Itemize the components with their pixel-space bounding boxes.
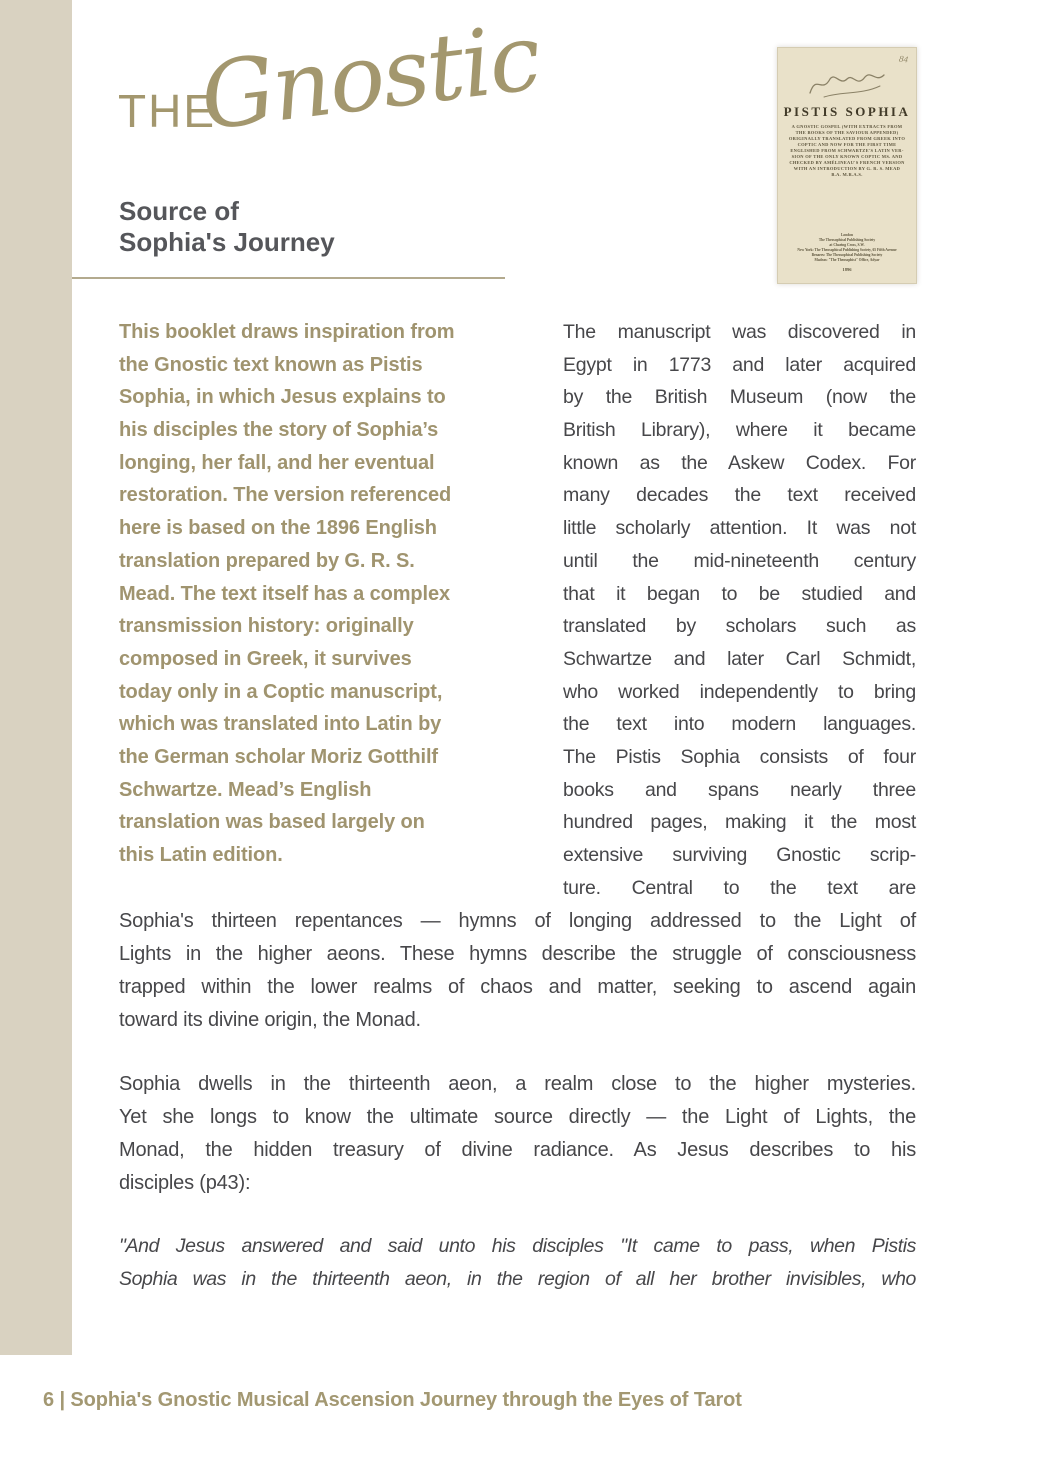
paragraph-thirteenth-aeon — [119, 1068, 916, 1200]
cover-title: PISTIS SOPHIA — [783, 104, 911, 119]
text-line: Monad, the hidden treasury of divine radiance. As Jesus describes to his — [119, 1139, 916, 1161]
text-line: Sophia was in the thirteenth aeon, in the region of all her brother invisibles, who — [119, 1268, 916, 1290]
text-line: translated by scholars such as — [563, 615, 916, 638]
text-line: Benares: The Theosophical Publishing Society — [811, 253, 883, 257]
text-line: little scholarly attention. It was not — [563, 517, 916, 540]
text-line: The Pistis Sophia consists of four — [563, 745, 916, 768]
text-line: that it began to be studied and — [563, 582, 916, 605]
text-line: A GNOSTIC GOSPEL (WITH EXTRACTS FROM — [791, 124, 903, 129]
text-line: Sophia dwells in the thirteenth aeon, a realm close to the higher mysteries. — [119, 1073, 916, 1095]
text-line: the text into modern languages. — [563, 713, 916, 736]
text-line: The manuscript was discovered in — [563, 321, 916, 343]
text-line: composed in Greek, it survives — [119, 647, 412, 670]
page-footer: 6 | Sophia's Gnostic Musical Ascension Journey through the Eyes of Tarot — [43, 1389, 742, 1411]
text-line: extensive surviving Gnostic scrip- — [563, 844, 916, 866]
text-line: THE BOOKS OF THE SAVIOUR APPENDED) — [795, 130, 899, 135]
text-line: B.A. M.R.A.S. — [831, 172, 863, 177]
text-line: trapped within the lower realms of chaos and matter, seeking to ascend again — [119, 976, 916, 998]
text-line: longing, her fall, and her eventual — [119, 451, 435, 474]
text-line: known as the Askew Codex. For — [563, 451, 916, 474]
text-line: here is based on the 1896 English — [119, 517, 437, 540]
handwritten-signature-icon — [806, 66, 888, 100]
text-line: Mead. The text itself has a complex — [119, 582, 451, 605]
text-line: transmission history: originally — [119, 615, 414, 638]
text-line: Sophia's thirteen repentances — hymns of longing addressed to the Light of — [119, 910, 916, 932]
text-line: London — [841, 233, 853, 237]
text-line: The Theosophical Publishing Society — [818, 238, 876, 242]
page-title-the: THE — [118, 85, 216, 137]
text-line: Schwartze and later Carl Schmidt, — [563, 647, 916, 670]
text-line: Lights in the higher aeons. These hymns describe the struggle of consciousness — [119, 943, 916, 965]
subtitle-line-1: Source of — [119, 196, 239, 226]
text-line: translation was based largely on — [119, 811, 425, 834]
text-line: which was translated into Latin by — [119, 713, 442, 736]
text-line: by the British Museum (now the — [563, 386, 916, 409]
text-line: books and spans nearly three — [563, 778, 916, 801]
text-line: translation prepared by G. R. S. — [119, 549, 415, 572]
text-line: the German scholar Moriz Gotthilf — [119, 745, 438, 768]
text-line: this Latin edition. — [119, 844, 283, 866]
text-line: CHECKED BY AMÉLINEAU'S FRENCH VERSION — [789, 160, 905, 165]
cover-year: 1896 — [842, 267, 852, 272]
jesus-quote — [119, 1230, 916, 1296]
text-line: his disciples the story of Sophia’s — [119, 419, 439, 442]
text-line: British Library), where it became — [563, 419, 916, 442]
text-line: who worked independently to bring — [563, 680, 916, 703]
subtitle-line-2: Sophia's Journey — [119, 227, 335, 257]
text-line: until the mid-nineteenth century — [563, 549, 916, 572]
manuscript-column — [563, 316, 916, 904]
intro-column — [119, 316, 500, 904]
page-subtitle — [119, 196, 335, 258]
left-margin-strip — [0, 0, 72, 1355]
text-line: Madras: "The Theosophist" Office, Adyar — [814, 258, 880, 262]
cover-handwritten-number: 84 — [898, 53, 909, 65]
paragraph-repentances — [119, 905, 916, 1037]
text-line: the Gnostic text known as Pistis — [119, 353, 423, 376]
text-line: at Charing Cross, S.W. — [829, 243, 865, 247]
two-column-body — [119, 316, 916, 904]
text-line: ORIGINALLY TRANSLATED FROM GREEK INTO — [788, 136, 906, 141]
text-line: Yet she longs to know the ultimate source directly — the Light of Lights, the — [119, 1106, 916, 1128]
text-line: Egypt in 1773 and later acquired — [563, 353, 916, 376]
text-line: toward its divine origin, the Monad. — [119, 1009, 421, 1031]
text-line: "And Jesus answered and said unto his disciples "It came to pass, when Pistis — [119, 1235, 916, 1257]
text-line: Schwartze. Mead’s English — [119, 778, 372, 801]
cover-imprint-block — [784, 233, 910, 263]
text-line: SION OF THE ONLY KNOWN COPTIC MS. AND — [791, 154, 903, 159]
header-divider-rule — [72, 277, 505, 279]
text-line: COPTIC AND NOW FOR THE FIRST TIME — [797, 142, 897, 147]
text-line: WITH AN INTRODUCTION BY G. R. S. MEAD — [793, 166, 901, 171]
page-title-script-gnostic: Gnostic — [194, 3, 545, 152]
text-line: today only in a Coptic manuscript, — [119, 680, 443, 703]
text-line: Sophia, in which Jesus explains to — [119, 386, 446, 409]
text-line: many decades the text received — [563, 484, 916, 507]
text-line: ture. Central to the text are — [563, 876, 916, 899]
text-line: restoration. The version referenced — [119, 484, 452, 507]
cover-subtitle-block — [786, 124, 908, 178]
text-line: hundred pages, making it the most — [563, 811, 916, 834]
text-line: ENGLISHED FROM SCHWARTZE'S LATIN VER- — [790, 148, 904, 153]
text-line: This booklet draws inspiration from — [119, 321, 455, 343]
text-line: disciples (p43): — [119, 1172, 251, 1194]
pistis-sophia-book-cover-image — [777, 47, 917, 284]
text-line: New York: The Theosophical Publishing Society, 65 Fifth Avenue — [797, 248, 897, 252]
